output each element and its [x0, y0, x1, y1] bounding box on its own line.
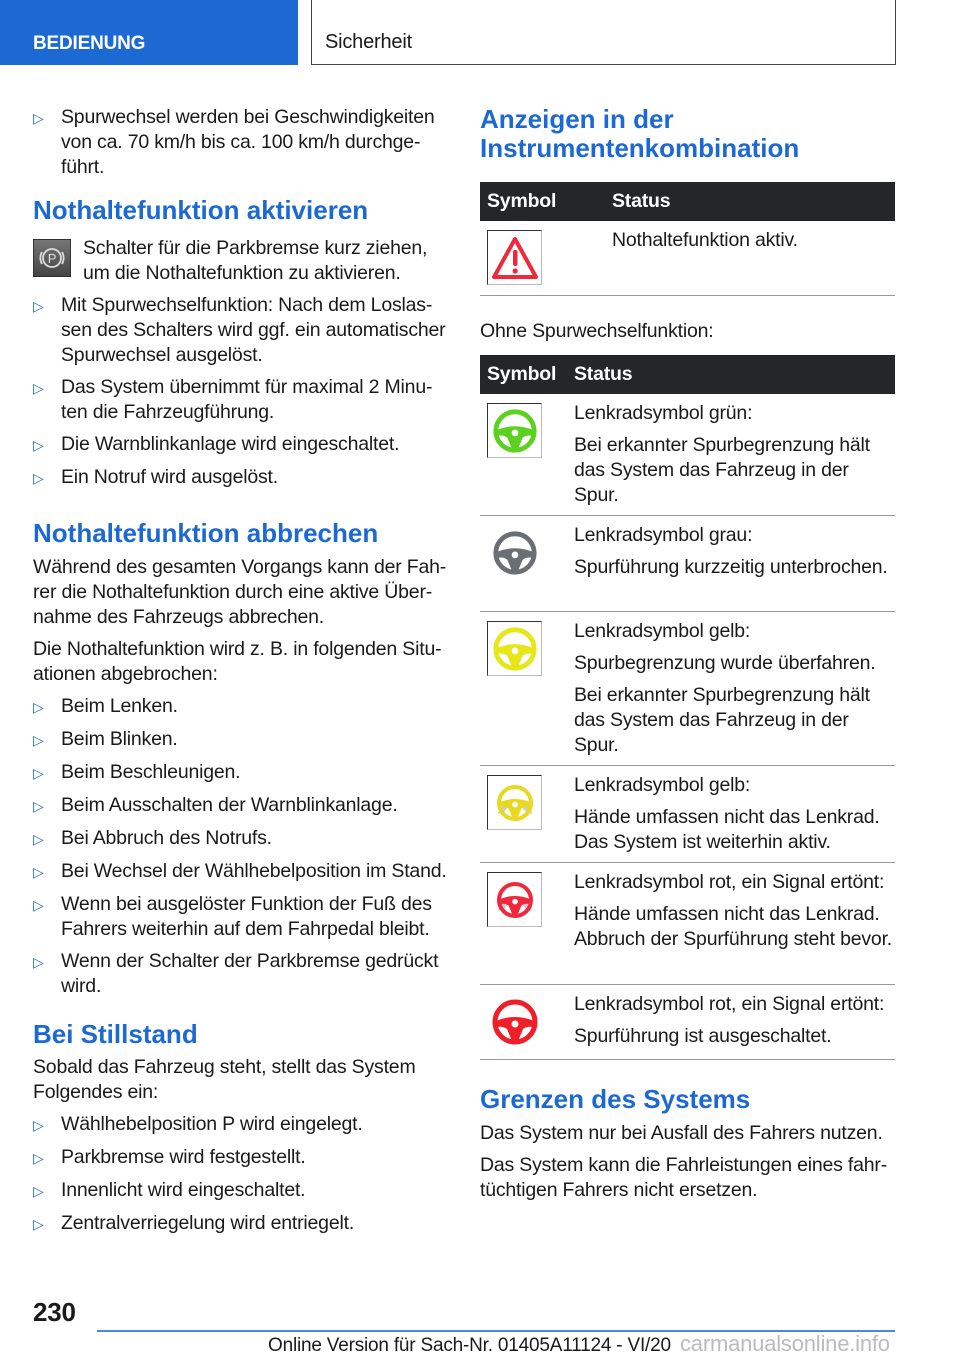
status-table-1 — [480, 182, 895, 296]
status-cell — [574, 394, 895, 515]
bullet-triangle-icon: ▷ — [33, 1150, 44, 1166]
list-item-text: Parkbremse wird festgestellt. — [61, 1146, 306, 1168]
symbol-cell — [480, 221, 612, 295]
column-header-status: Status — [574, 363, 633, 385]
status-cell — [612, 221, 798, 295]
bullet-triangle-icon: ▷ — [33, 831, 44, 847]
steering-wheel-green-icon — [487, 403, 542, 458]
heading-limits: Grenzen des Systems — [480, 1084, 751, 1114]
bullet-triangle-icon: ▷ — [33, 798, 44, 814]
list-item-text: Das System übernimmt für maximal 2 Minuten die Fahrzeugführung. — [61, 376, 433, 423]
right-column — [480, 105, 895, 1210]
bullet-triangle-icon: ▷ — [33, 864, 44, 880]
status-cell — [574, 516, 888, 611]
list-item — [33, 760, 449, 786]
list-item-text: Wenn der Schalter der Parkbremse gedrückt wird. — [61, 950, 439, 997]
list-item-text: Beim Lenken. — [61, 695, 178, 717]
list-item-text: Bei Abbruch des Notrufs. — [61, 827, 272, 849]
list-item-text: Wählhebelposition P wird eingelegt. — [61, 1113, 363, 1135]
symbol-cell — [480, 394, 574, 515]
steering-wheel-yellow-icon — [487, 621, 542, 676]
list-item — [33, 465, 449, 491]
symbol-cell — [480, 863, 574, 984]
column-header-status: Status — [612, 190, 671, 212]
list-item-text: Beim Beschleunigen. — [61, 761, 241, 783]
symbol-cell — [480, 516, 574, 611]
bullet-triangle-icon: ▷ — [33, 1216, 44, 1232]
symbol-cell — [480, 766, 574, 862]
status-cell — [574, 863, 895, 984]
status-text: Lenkradsymbol gelb: — [574, 620, 751, 642]
status-text: Nothaltefunktion aktiv. — [612, 229, 798, 251]
svg-text:P: P — [47, 251, 57, 266]
status-text: Lenkradsymbol rot, ein Signal ertönt: — [574, 993, 885, 1015]
bullet-triangle-icon: ▷ — [33, 897, 44, 913]
list-item-text: Spurwechsel werden bei Geschwindigkeiten von ca. 70 km/h bis ca. 100 km/h durchgeführt. — [61, 106, 435, 178]
list-item — [33, 793, 449, 819]
status-text: Lenkradsymbol grün: — [574, 402, 753, 424]
abort-paragraph: Während des gesamten Vorgangs kann der Fahrer die Nothaltefunktion durch eine aktive Übernahme des Fahrzeugs abbrechen. — [33, 556, 447, 628]
symbol-cell — [480, 612, 574, 765]
list-item — [33, 949, 449, 999]
table-row — [480, 612, 895, 766]
list-item — [33, 293, 449, 368]
watermark: carmanualsonline.info — [680, 1331, 890, 1356]
status-text: Bei erkannter Spurbegrenzung hält das System das Fahrzeug in der Spur. — [574, 434, 870, 506]
bullet-triangle-icon: ▷ — [33, 437, 44, 453]
bullet-triangle-icon: ▷ — [33, 1183, 44, 1199]
without-lane-change-label: Ohne Spurwechselfunktion: — [480, 320, 714, 342]
list-item — [33, 727, 449, 753]
status-text: Bei erkannter Spurbegrenzung hält das System das Fahrzeug in der Spur. — [574, 684, 870, 756]
list-item-text: Wenn bei ausgelöster Funktion der Fuß des Fahrers weiterhin auf dem Fahrpedal bleibt. — [61, 893, 432, 940]
list-item-text: Zentralverriegelung wird entriegelt. — [61, 1212, 355, 1234]
list-item — [33, 826, 449, 852]
standstill-paragraph: Sobald das Fahrzeug steht, stellt das System Folgendes ein: — [33, 1056, 416, 1103]
list-item-text: Mit Spurwechselfunktion: Nach dem Loslassen des Schalters wird ggf. ein automatischer Spurwechsel ausgelöst. — [61, 294, 446, 366]
status-text: Spurführung kurzzeitig unterbrochen. — [574, 556, 888, 578]
limits-paragraph: Das System nur bei Ausfall des Fahrers nutzen. — [480, 1122, 883, 1144]
list-item — [33, 1112, 449, 1138]
page-number: 230 — [33, 1297, 76, 1327]
status-text: Lenkradsymbol rot, ein Signal ertönt: — [574, 871, 885, 893]
list-item-text: Die Warnblinkanlage wird eingeschaltet. — [61, 433, 400, 455]
status-text: Lenkradsymbol gelb: — [574, 774, 751, 796]
bullet-triangle-icon: ▷ — [33, 699, 44, 715]
steering-wheel-grey-icon — [487, 525, 542, 580]
section-tab: BEDIENUNG — [0, 0, 298, 65]
table-header — [480, 355, 895, 394]
column-header-symbol: Symbol — [487, 190, 557, 212]
table-row — [480, 394, 895, 516]
status-cell — [574, 985, 884, 1059]
limits-paragraph-2: Das System kann die Fahrleistungen eines fahrtüchtigen Fahrers nicht ersetzen. — [480, 1154, 888, 1201]
activate-instruction — [33, 236, 449, 286]
steering-wheel-red-icon — [487, 994, 542, 1049]
heading-abort: Nothaltefunktion abbrechen — [33, 518, 379, 548]
left-column — [33, 105, 449, 1244]
list-item — [33, 892, 449, 942]
table-header — [480, 182, 895, 221]
heading-activate: Nothaltefunktion aktivieren — [33, 195, 369, 225]
status-text: Lenkradsymbol grau: — [574, 524, 753, 546]
list-item-text: Ein Notruf wird ausgelöst. — [61, 466, 278, 488]
list-item — [33, 859, 449, 885]
abort-paragraph-2: Die Nothaltefunktion wird z. B. in folgenden Situationen abgebrochen: — [33, 638, 442, 685]
list-item-text: Innenlicht wird eingeschaltet. — [61, 1179, 306, 1201]
table-row — [480, 985, 895, 1060]
table-row — [480, 221, 895, 296]
status-cell — [574, 612, 895, 765]
list-item-text: Beim Ausschalten der Warnblinkanlage. — [61, 794, 398, 816]
bullet-triangle-icon: ▷ — [33, 954, 44, 970]
list-item-text: Beim Blinken. — [61, 728, 178, 750]
status-cell — [574, 766, 895, 862]
bullet-triangle-icon: ▷ — [33, 470, 44, 486]
bullet-triangle-icon: ▷ — [33, 765, 44, 781]
bullet-triangle-icon: ▷ — [33, 1117, 44, 1133]
list-item — [33, 1145, 449, 1171]
hands-on-wheel-red-icon — [487, 872, 542, 927]
bullet-triangle-icon: ▷ — [33, 732, 44, 748]
list-item — [33, 1211, 449, 1237]
page-title: Sicherheit — [311, 0, 896, 65]
footer-text: Online Version für Sach-Nr. 01405A11124 - VI/20 — [268, 1335, 671, 1356]
symbol-cell — [480, 985, 574, 1059]
heading-display: Anzeigen in der Instrumentenkombination — [480, 104, 800, 163]
table-row — [480, 863, 895, 985]
parking-brake-switch-icon — [33, 239, 71, 277]
status-text: Hände umfassen nicht das Lenkrad. Das System ist weiterhin aktiv. — [574, 806, 880, 853]
list-item — [33, 694, 449, 720]
table-row — [480, 766, 895, 863]
status-text: Hände umfassen nicht das Lenkrad. Abbruch der Spurführung steht bevor. — [574, 903, 893, 950]
bullet-triangle-icon: ▷ — [33, 298, 44, 314]
list-item — [33, 375, 449, 425]
list-item — [33, 432, 449, 458]
bullet-triangle-icon: ▷ — [33, 110, 44, 126]
status-table-2 — [480, 355, 895, 1060]
warning-triangle-icon — [487, 230, 542, 285]
bullet-triangle-icon: ▷ — [33, 380, 44, 396]
hands-on-wheel-yellow-icon — [487, 775, 542, 830]
table-row — [480, 516, 895, 612]
list-item-text: Bei Wechsel der Wählhebelposition im Stand. — [61, 860, 447, 882]
heading-standstill: Bei Stillstand — [33, 1019, 198, 1049]
list-item — [33, 1178, 449, 1204]
list-item — [33, 105, 449, 180]
status-text: Spurbegrenzung wurde überfahren. — [574, 652, 876, 674]
activate-text: Schalter für die Parkbremse kurz ziehen, um die Nothaltefunktion zu aktivieren. — [83, 237, 428, 284]
column-header-symbol: Symbol — [487, 363, 557, 385]
status-text: Spurführung ist ausgeschaltet. — [574, 1025, 832, 1047]
